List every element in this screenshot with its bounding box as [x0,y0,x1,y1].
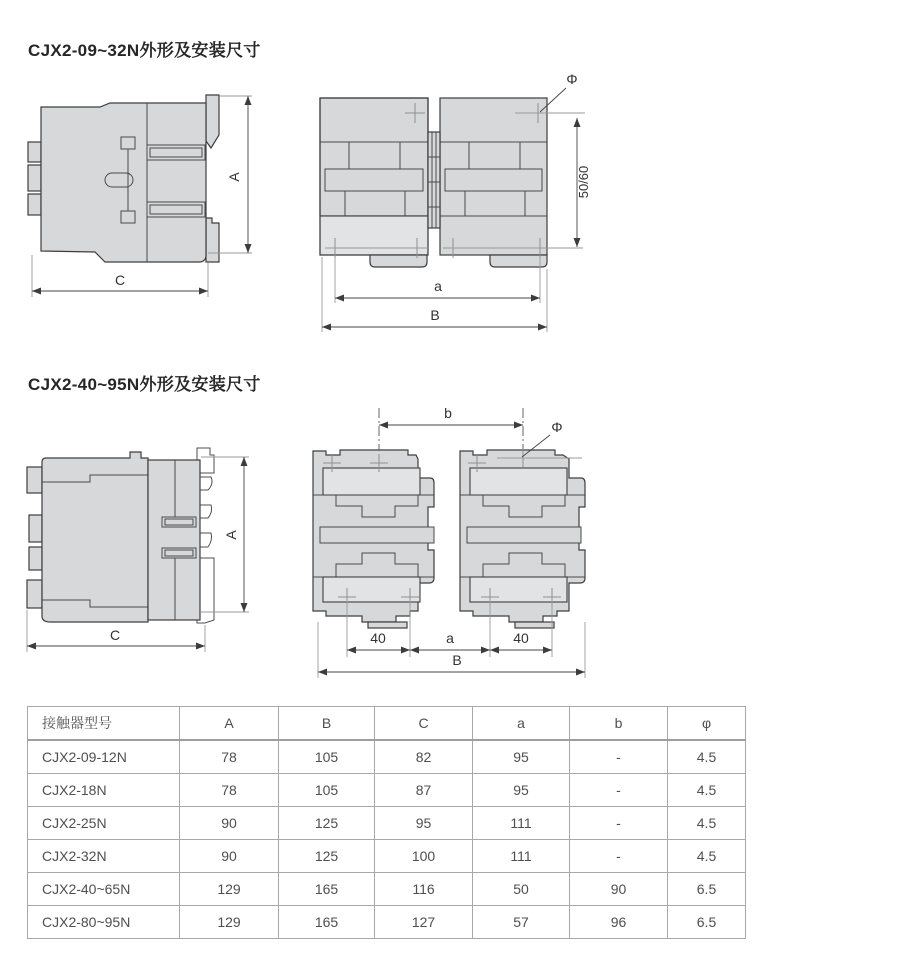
cell: 96 [570,906,668,939]
table-row [28,906,746,939]
dimension-spec-table [27,706,746,939]
dim-label-B: B [430,307,440,323]
table-row [28,807,746,840]
cell: 4.5 [668,807,746,840]
dim-label-C: C [109,627,121,643]
terminal-block [29,515,42,542]
dim-label-40-left: 40 [370,630,386,646]
cell: 57 [473,906,570,939]
cell: 90 [180,840,279,873]
cell: 4.5 [668,740,746,774]
col-header-model: 接触器型号 [28,707,180,741]
terminal-block [28,194,41,215]
dimension-b [379,405,523,429]
bottom-tab [515,622,554,628]
mounting-plate-top [206,95,219,148]
dimension-50-60 [574,118,592,247]
dim-label-A: A [226,172,242,182]
bottom-tab [370,255,427,267]
dim-label-a: a [446,630,454,646]
dim-label-B: B [452,652,462,668]
cell: 125 [279,807,375,840]
terminal-block [28,142,41,162]
dimension-B [322,257,547,332]
terminal-block [27,580,42,608]
contactor-body-front-block [148,460,200,620]
cell: 105 [279,740,375,774]
cell: 111 [473,807,570,840]
contactor-half-left [320,98,428,216]
table-row [28,740,746,774]
s2-side-view-drawing [15,430,265,660]
cell-model: CJX2-80~95N [28,906,180,939]
col-header-C: C [375,707,473,741]
cell: 95 [473,774,570,807]
cell: 87 [375,774,473,807]
cell: 82 [375,740,473,774]
terminal-block [29,547,42,570]
terminal-block [27,467,42,493]
cell-model: CJX2-32N [28,840,180,873]
cell-model: CJX2-40~65N [28,873,180,906]
table-row [28,840,746,873]
dim-label-b: b [444,405,452,421]
table-header-row [28,707,746,741]
cell: 129 [180,873,279,906]
dim-label-phi: Φ [566,71,578,87]
mounting-plate-bottom [206,218,219,262]
cell: 116 [375,873,473,906]
s2-front-view-drawing [300,395,610,690]
s1-side-view-drawing [20,85,265,320]
table-row [28,774,746,807]
cell: - [570,774,668,807]
bottom-tab [490,255,547,267]
dim-label-phi: Φ [551,419,563,435]
cell: 105 [279,774,375,807]
dim-label-a: a [434,278,442,294]
terminal-block [28,165,41,191]
col-header-B: B [279,707,375,741]
cell: 95 [375,807,473,840]
section2-title: CJX2-40~95N外形及安装尺寸 [28,375,261,394]
cell: 129 [180,906,279,939]
cell: 90 [570,873,668,906]
cell-model: CJX2-18N [28,774,180,807]
col-header-phi: φ [668,707,746,741]
s1-front-view-drawing [300,70,610,350]
contactor-body [41,103,206,262]
section1-title: CJX2-09~32N外形及安装尺寸 [28,41,261,60]
col-header-b: b [570,707,668,741]
cell: - [570,740,668,774]
hinge-strip [428,132,440,228]
cell: 6.5 [668,873,746,906]
col-header-A: A [180,707,279,741]
cell: 78 [180,740,279,774]
cell: 4.5 [668,774,746,807]
cell-model: CJX2-25N [28,807,180,840]
cell: 78 [180,774,279,807]
cell: 50 [473,873,570,906]
cell: 125 [279,840,375,873]
cell: 127 [375,906,473,939]
cell: 165 [279,906,375,939]
bottom-tab [368,622,407,628]
dim-label-40-right: 40 [513,630,529,646]
dim-label-50-60: 50/60 [576,165,591,199]
cell-model: CJX2-09-12N [28,740,180,774]
cell: 111 [473,840,570,873]
cell: 4.5 [668,840,746,873]
cell: 90 [180,807,279,840]
cell: 165 [279,873,375,906]
cell: 100 [375,840,473,873]
cell: 6.5 [668,906,746,939]
dim-label-C: C [114,272,126,288]
dim-label-A: A [223,530,239,540]
cell: 95 [473,740,570,774]
col-header-a: a [473,707,570,741]
cell: - [570,807,668,840]
cell: - [570,840,668,873]
table-row [28,873,746,906]
contactor-body [42,452,148,622]
